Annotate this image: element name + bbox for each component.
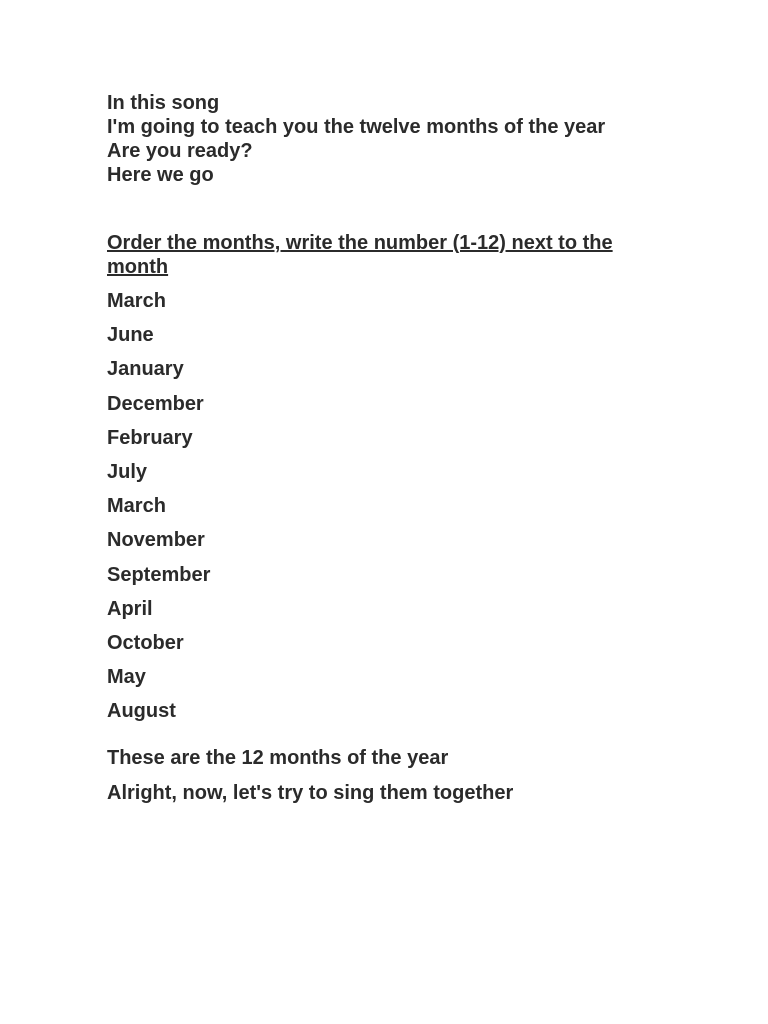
- exercise-instruction: Order the months, write the number (1-12) next to the month: [107, 232, 613, 278]
- intro-line: Here we go: [107, 164, 214, 186]
- month-list: [107, 289, 647, 723]
- month-item: December: [107, 392, 204, 415]
- outro-line: Alright, now, let's try to sing them together: [107, 781, 514, 804]
- intro-block: [107, 91, 647, 187]
- month-item: May: [107, 666, 146, 689]
- month-item: January: [107, 358, 184, 381]
- month-item: June: [107, 324, 154, 347]
- month-item: February: [107, 426, 193, 449]
- month-item: October: [107, 631, 184, 654]
- document-page: [107, 91, 647, 815]
- month-item: November: [107, 529, 205, 552]
- intro-line: Are you ready?: [107, 140, 253, 162]
- outro-block: [107, 746, 647, 804]
- intro-line: I'm going to teach you the twelve months of the year: [107, 116, 606, 138]
- outro-line: These are the 12 months of the year: [107, 747, 449, 770]
- month-item: August: [107, 700, 176, 723]
- month-item: September: [107, 563, 211, 586]
- month-item: July: [107, 460, 148, 483]
- month-item: March: [107, 290, 166, 312]
- month-item: March: [107, 495, 166, 518]
- intro-line: In this song: [107, 92, 220, 114]
- month-item: April: [107, 597, 153, 620]
